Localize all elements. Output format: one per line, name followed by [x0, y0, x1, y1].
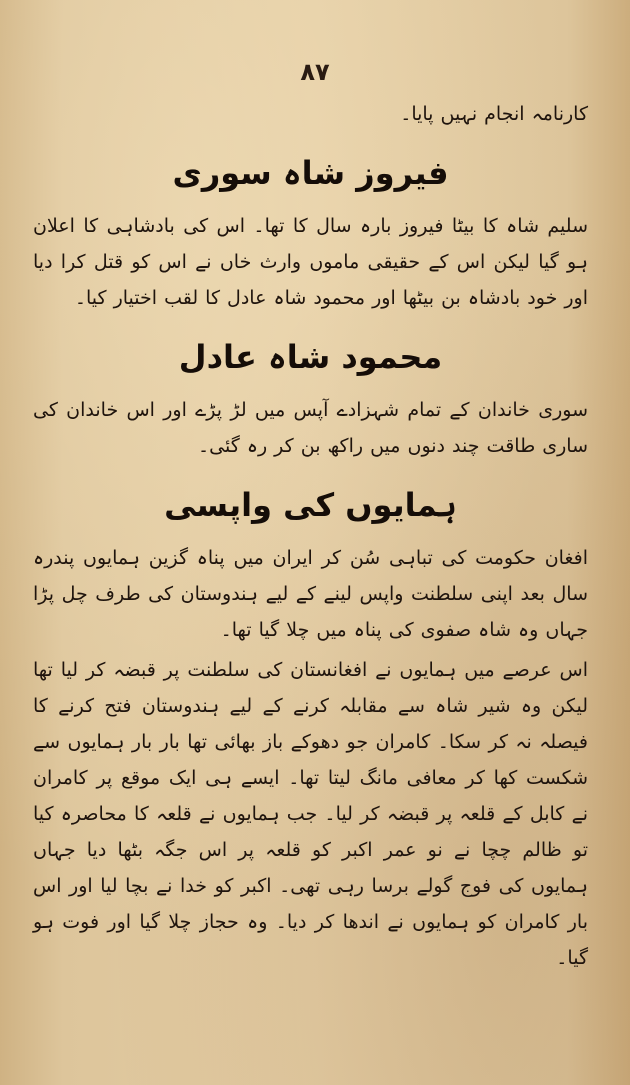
page-number: ۸۷: [300, 58, 330, 86]
section-mahmood-shah: [33, 330, 588, 464]
section-paragraph: افغان حکومت کی تباہی سُن کر ایران میں پناہ گزین ہمایوں پندرہ سال بعد اپنی سلطنت واپس لینے کے لیے ہندوستان کی طرف چل پڑا جہاں وہ شاہ صفوی کی پناہ میں چلا گیا تھا۔: [33, 547, 588, 641]
section-heading: محمود شاہ عادل: [178, 338, 443, 376]
section-heading: فیروز شاہ سوری: [172, 154, 449, 192]
text-column: [33, 96, 588, 976]
section-humayun-return: [33, 478, 588, 976]
section-heading: ہمایوں کی واپسی: [164, 486, 457, 524]
section-paragraph: سوری خاندان کے تمام شہزادے آپس میں لڑ پڑے اور اس خاندان کی ساری طاقت چند دنوں میں راکھ بن کر رہ گئی۔: [33, 399, 588, 457]
section-firoz-shah: [33, 146, 588, 316]
section-paragraph: اس عرصے میں ہمایوں نے افغانستان کی سلطنت پر قبضہ کر لیا تھا لیکن وہ شیر شاہ سے مقابلہ کرنے کے لیے ہندوستان فتح کرنے کا فیصلہ نہ کر سکا۔ کامران جو دھوکے باز بھائی تھا بار بار ہمایوں سے شکست کھا کر معافی مانگ لیتا تھا۔ ایسے ہی ایک موقع پر کامران نے کابل کے قلعہ پر قبضہ کر لیا۔ جب ہمایوں نے قلعہ کا محاصرہ کیا تو ظالم چچا نے نو عمر اکبر کو قلعہ پر اس جگہ بٹھا دیا جہاں ہمایوں کی فوج گولے برسا رہی تھی۔ اکبر کو خدا نے بچا لیا اور اس بار کامران کو ہمایوں نے اندھا کر دیا۔ وہ حجاز چلا گیا اور فوت ہو گیا۔: [33, 659, 588, 969]
intro-line: کارنامہ انجام نہیں پایا۔: [400, 103, 588, 125]
section-paragraph: سلیم شاہ کا بیٹا فیروز بارہ سال کا تھا۔ اس کی بادشاہی کا اعلان ہو گیا لیکن اس کے حقیقی ماموں وارث خاں نے اس کو قتل کرا دیا اور خود بادشاہ بن بیٹھا اور محمود شاہ عادل کا لقب اختیار کیا۔: [33, 215, 588, 309]
